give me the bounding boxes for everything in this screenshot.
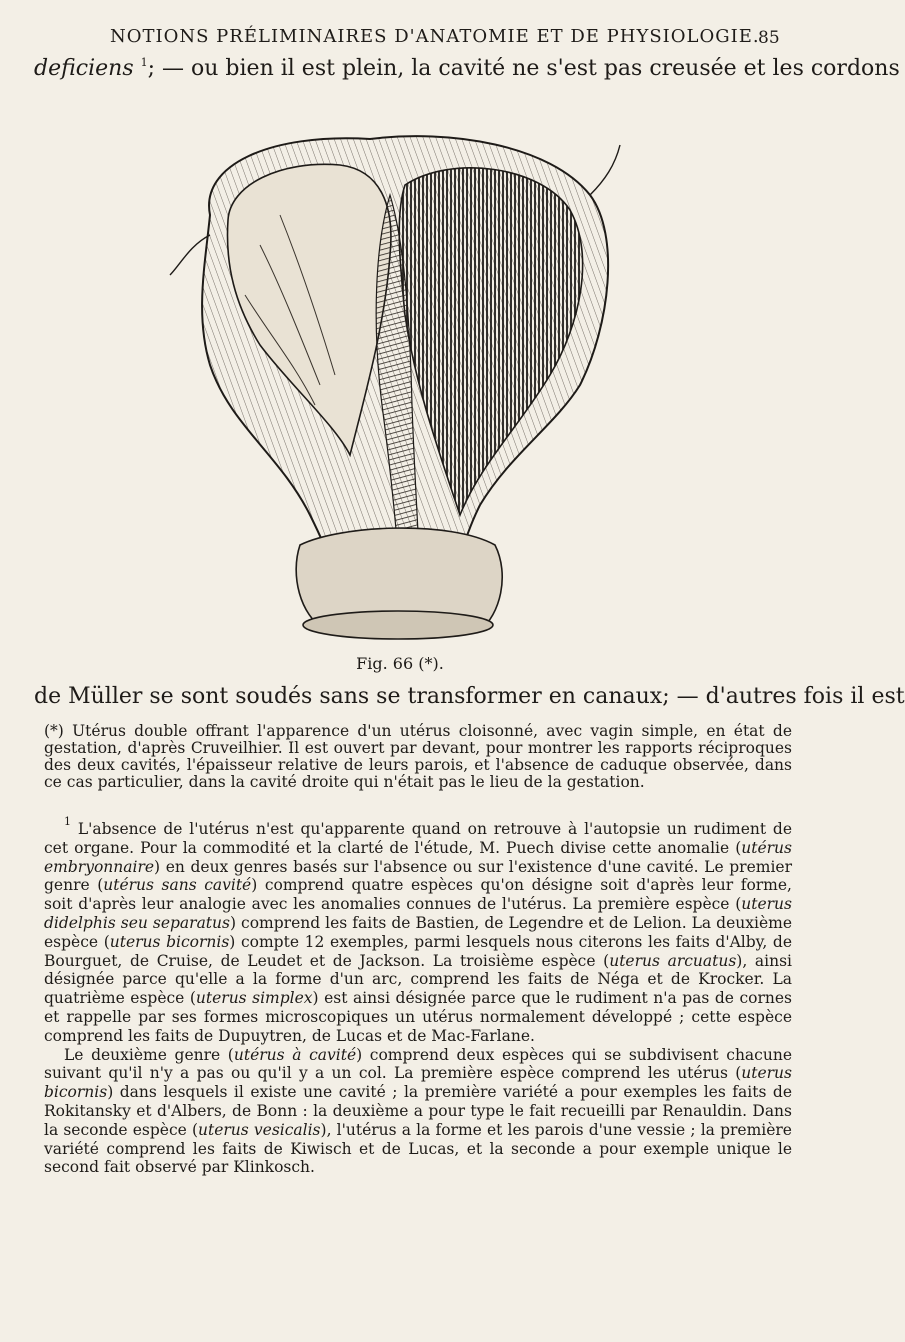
footnote-paragraph <box>44 1046 792 1178</box>
footnote-reference: 1 <box>140 56 148 69</box>
footnote-italic: utérus embryonnaire <box>44 838 792 876</box>
intro-text: ; — ou bien il est plein, la cavité ne s'est pas creusée et les cordons <box>147 56 900 81</box>
footnote-paragraph <box>44 815 793 1046</box>
footnote-text: Le deuxième genre ( <box>64 1045 234 1064</box>
figure-note: (*) Utérus double offrant l'apparence d'un utérus cloisonné, avec vagin simple, en état de gestation, d'après Cruveilhier. Il est ouvert par devant, pour montrer les rapports réciproques des deux cavités, l'épaisseur relative de leurs parois, et l'absence de caduque observée, dans ce cas particulier, dans la cavité droite qui n'était pas le lieu de la gestation. <box>44 722 792 791</box>
footnote-text: ) comprend deux espèces qui se subdivisent chacune suivant qu'il n'y a pas ou qu'il y a un col. La première espèce comprend les utérus ( <box>44 1045 792 1083</box>
footnote-italic: utérus sans cavité <box>103 876 252 895</box>
footnote-italic: uterus arcuatus <box>609 951 737 970</box>
footnote-text: ) comprend les faits de Bastien, de Legendre et de Lelion. La deuxième espèce ( <box>44 913 792 951</box>
footnote-text: ), ainsi désignée parce qu'elle a la forme d'un arc, comprend les faits de Néga et de Krocker. La quatrième espèce ( <box>44 951 792 1008</box>
page-number: 85 <box>758 28 780 48</box>
running-head: NOTIONS PRÉLIMINAIRES D'ANATOMIE ET DE PHYSIOLOGIE. <box>110 26 760 47</box>
body-text-line: de Müller se sont soudés sans se transformer en canaux; — d'autres fois il est <box>34 684 905 709</box>
footnote-text: ), l'utérus a la forme et les parois d'une vessie ; la première variété comprend les faits de Kiwisch et de Lucas, et la seconde a pour exemple unique le second fait observé par Klinkosch. <box>44 1120 792 1177</box>
footnote-text: ) compte 12 exemples, parmi lesquels nous citerons les faits d'Alby, de Bourguet, de Cruise, de Leudet et de Jackson. La troisième espèce ( <box>44 932 793 970</box>
intro-italic-word: deficiens <box>34 56 134 81</box>
footnote-text: ) est ainsi désignée parce que le rudiment n'a pas de cornes et rappelle par ses formes microscopiques un utérus normalement développé ; cette espèce comprend les faits de Dupuytren, de Lucas et de Mac-Farlane. <box>44 989 792 1045</box>
footnote-italic: utérus à cavité <box>233 1045 357 1064</box>
footnote-text: L'absence de l'utérus n'est qu'apparente quand on retrouve à l'autopsie un rudiment de cet organe. Pour la commodité et la clarté de l'étude, M. Puech divise cette anomalie ( <box>44 820 792 857</box>
footnote <box>44 815 793 1177</box>
footnote-italic: uterus vesicalis <box>198 1120 321 1139</box>
footnote-text: ) dans lesquels il existe une cavité ; la première variété a pour exemples les faits de Rokitansky et d'Albers, de Bonn : la deuxième a pour type le fait recueilli par Renauldin. Dans la seconde espèce ( <box>44 1083 792 1139</box>
footnote-text: ) comprend quatre espèces qu'on désigne soit d'après leur forme, soit d'après leur analogie avec les anomalies connues de l'utérus. La première espèce ( <box>44 876 792 914</box>
anatomical-engraving <box>150 125 630 650</box>
footnote-text: ) en deux genres basés sur l'absence ou sur l'existence d'une cavité. Le premier genre ( <box>44 857 792 895</box>
footnote-italic: uterus bicornis <box>44 1064 792 1102</box>
footnote-mark: 1 <box>64 815 71 828</box>
figure-caption: Fig. 66 (*). <box>356 654 444 673</box>
intro-line <box>34 56 900 81</box>
footnote-italic: uterus simplex <box>195 989 313 1008</box>
footnote-italic: uterus bicornis <box>109 932 230 951</box>
footnote-italic: uterus didelphis seu separatus <box>44 895 792 932</box>
